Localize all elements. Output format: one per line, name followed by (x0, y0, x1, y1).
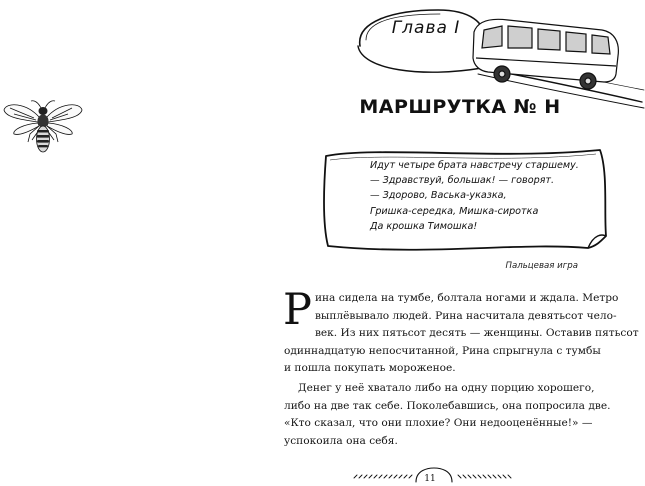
text-line: одиннадцатую непосчитанной, Рина спрыгнула с тумбы (284, 344, 601, 357)
epigraph (370, 158, 606, 234)
bus-illustration (473, 19, 618, 89)
paragraph (284, 380, 611, 450)
epigraph-line: — Здравствуй, большак! — говорят. (370, 175, 555, 187)
body-text (283, 285, 639, 450)
text-line: ина сидела на тумбе, болтала ногами и ждала. Метро (314, 292, 619, 304)
text-line: успокоила она себя. (284, 434, 398, 447)
text-line: Денег у неё хватало либо на одну порцию хорошего, (298, 381, 595, 394)
epigraph-line: — Здорово, Васька-указка, (370, 190, 507, 202)
drop-cap: Р (283, 285, 312, 335)
paragraph (283, 285, 639, 378)
chapter-label: Глава I (391, 18, 461, 38)
text-line: «Кто сказал, что они плохие? Они недооценённые!» — (284, 417, 593, 430)
epigraph-line: Гришка-середка, Мишка-сиротка (370, 205, 539, 217)
text-line: век. Из них пятьсот десять — женщины. Оставив пятьсот (314, 327, 639, 340)
epigraph-line: Идут четыре брата навстречу старшему. (370, 160, 579, 171)
text-line: либо на две так себе. Поколебавшись, она попросила две. (284, 399, 611, 412)
chapter-title: МАРШРУТКА № Н (359, 96, 561, 118)
bee-illustration (2, 96, 84, 158)
epigraph-line: Да крошка Тимошка! (370, 220, 478, 232)
page-number: 11 (424, 474, 436, 484)
text-line: и пошла покупать мороженое. (284, 362, 456, 375)
text-line: выплёвывало людей. Рина насчитала девятьсот чело- (314, 309, 617, 322)
epigraph-source: Пальцевая игра (505, 261, 578, 271)
